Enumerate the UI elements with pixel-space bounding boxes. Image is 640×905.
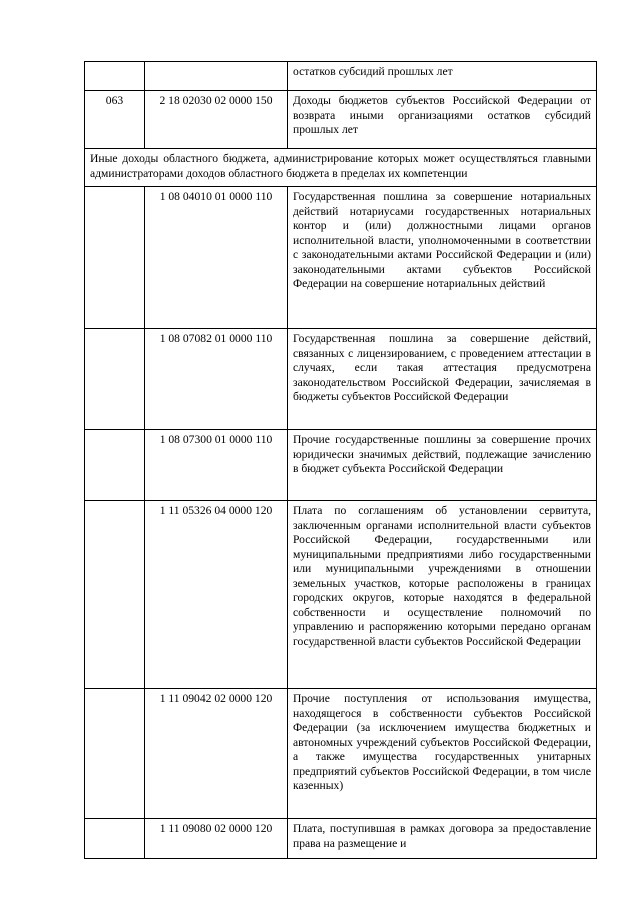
revenue-name-cell: Плата по соглашениям об установлении сервитута, заключенным органами исполнительной власти субъектов Российской Федерации, государственными или муниципальными предприятиями либо государственными или муниципальными учреждениями в отношении земельных участков, которые расположены в границах городских округов, которые находятся в федеральной собственности и осуществление полномочий по управлению и распоряжению которыми передано органам государственной власти субъектов Российской Федерации xyxy=(288,501,597,689)
table-row xyxy=(85,187,597,329)
admin-code-cell xyxy=(85,62,145,91)
budget-code-cell: 2 18 02030 02 0000 150 xyxy=(145,91,288,149)
budget-code-cell xyxy=(145,62,288,91)
budget-code-cell: 1 08 07300 01 0000 110 xyxy=(145,430,288,501)
admin-code-cell xyxy=(85,819,145,859)
admin-code-cell xyxy=(85,430,145,501)
admin-code-cell: 063 xyxy=(85,91,145,149)
table-row xyxy=(85,819,597,859)
revenue-name-cell: Государственная пошлина за совершение нотариальных действий нотариусами государственных нотариальных контор и (или) должностными лицами органов исполнительной власти, уполномоченными в соответствии с законодательными актами Российской Федерации и (или) законодательными актами субъектов Российской Федерации на совершение нотариальных действий xyxy=(288,187,597,329)
table-row xyxy=(85,329,597,430)
budget-code-cell: 1 08 04010 01 0000 110 xyxy=(145,187,288,329)
table-row xyxy=(85,689,597,819)
admin-code-cell xyxy=(85,689,145,819)
budget-code-cell: 1 08 07082 01 0000 110 xyxy=(145,329,288,430)
table-row xyxy=(85,501,597,689)
admin-code-cell xyxy=(85,187,145,329)
revenue-name-cell: остатков субсидий прошлых лет xyxy=(288,62,597,91)
table-row xyxy=(85,62,597,91)
admin-code-cell xyxy=(85,329,145,430)
revenue-table xyxy=(84,61,597,859)
budget-code-cell: 1 11 05326 04 0000 120 xyxy=(145,501,288,689)
table-row xyxy=(85,91,597,149)
revenue-name-cell: Доходы бюджетов субъектов Российской Федерации от возврата иными организациями остатков субсидий прошлых лет xyxy=(288,91,597,149)
revenue-name-cell: Плата, поступившая в рамках договора за предоставление права на размещение и xyxy=(288,819,597,859)
revenue-name-cell: Государственная пошлина за совершение действий, связанных с лицензированием, с проведением аттестации в случаях, если такая аттестация предусмотрена законодательством Российской Федерации, зачисляемая в бюджеты субъектов Российской Федерации xyxy=(288,329,597,430)
section-heading-row xyxy=(85,149,597,187)
table-row xyxy=(85,430,597,501)
revenue-name-cell: Прочие государственные пошлины за совершение прочих юридически значимых действий, подлежащие зачислению в бюджет субъекта Российской Федерации xyxy=(288,430,597,501)
revenue-name-cell: Прочие поступления от использования имущества, находящегося в собственности субъектов Российской Федерации (за исключением имущества бюджетных и автономных учреждений субъектов Российской Федерации, а также имущества государственных унитарных предприятий субъектов Российской Федерации, в том числе казенных) xyxy=(288,689,597,819)
budget-code-cell: 1 11 09042 02 0000 120 xyxy=(145,689,288,819)
admin-code-cell xyxy=(85,501,145,689)
budget-code-cell: 1 11 09080 02 0000 120 xyxy=(145,819,288,859)
section-heading: Иные доходы областного бюджета, администрирование которых может осуществляться главными администраторами доходов областного бюджета в пределах их компетенции xyxy=(85,149,597,187)
